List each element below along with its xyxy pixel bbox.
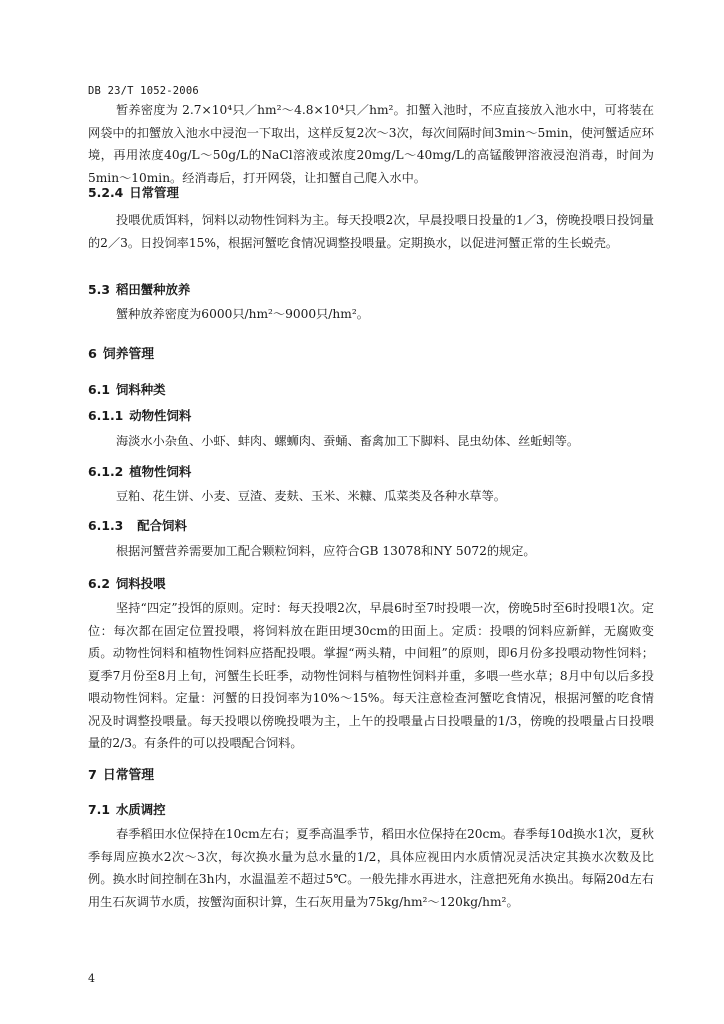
section-number: 6.1 [88,382,110,397]
heading-5-2-4 [88,183,179,201]
section-title: 稻田蟹种放养 [115,282,191,297]
heading-6-1 [88,380,166,398]
section-number: 5.2.4 [88,185,124,200]
heading-6-1-1 [88,406,191,424]
section-title: 水质调控 [115,802,166,817]
section-title: 饲料种类 [115,382,166,397]
section-number: 7 [88,768,97,783]
standard-code: DB 23/T 1052-2006 [88,85,199,97]
heading-7 [88,764,154,783]
section-number: 6.1.3 [88,518,124,533]
paragraph-5-3: 蟹种放养密度为6000只/hm²～9000只/hm²。 [116,307,369,321]
paragraph-5-2-4: 投喂优质饵料，饲料以动物性饲料为主。每天投喂2次，早晨投喂日投量的1／3，傍晚投喂日投饲量的2／3。日投饲率15%，根据河蟹吃食情况调整投喂量。定期换水，以促进河蟹正常的生长蜕壳。 [88,213,654,250]
section-title: 动物性饲料 [129,408,192,423]
paragraph-6-1-3: 根据河蟹营养需要加工配合颗粒饲料，应符合GB 13078和NY 5072的规定。 [116,544,536,558]
page-number: 4 [88,972,95,985]
section-title: 植物性饲料 [129,464,192,479]
section-title: 配合饲料 [137,518,187,533]
section-title: 饲养管理 [102,347,155,362]
section-title: 日常管理 [129,185,179,200]
heading-6-1-3 [88,516,187,534]
section-number: 6.2 [88,576,110,591]
paragraph-6-1-1: 海淡水小杂鱼、小虾、蚌肉、螺蛳肉、蚕蛹、畜禽加工下脚料、昆虫幼体、丝蚯蚓等。 [116,434,580,448]
section-number: 7.1 [88,802,110,817]
paragraph-6-2: 坚持“四定”投饵的原则。定时：每天投喂2次，早晨6时至7时投喂一次，傍晚5时至6时投喂1次。定位：每次都在固定位置投喂，将饲料放在距田埂30cm的田面上。定质：投喂的饲料应新鲜，无腐败变质。动物性饲料和植物性饲料应搭配投喂。掌握“两头精，中间粗”的原则，即6月份多投喂动物性饲料；夏季7月份至8月上旬，河蟹生长旺季，动物性饲料与植物性饲料并重，多喂一些水草；8月中旬以后多投喂动物性饲料。定量：河蟹的日投饲率为10%～15%。每天注意检查河蟹吃食情况，根据河蟹的吃食情况及时调整投喂量。每天投喂以傍晚投喂为主，上午的投喂量占日投喂量的1/3，傍晚的投喂量占日投喂量的2/3。有条件的可以投喂配合饲料。 [88,601,654,750]
heading-5-3 [88,280,190,298]
heading-7-1 [88,800,166,818]
section-title: 饲料投喂 [115,576,166,591]
section-number: 6.1.2 [88,464,124,479]
section-number: 5.3 [88,282,110,297]
paragraph-7-1: 春季稻田水位保持在10cm左右；夏季高温季节，稻田水位保持在20cm。春季每10d换水1次，夏秋季每周应换水2次～3次，每次换水量为总水量的1/2，具体应视田内水质情况灵活决定其换水次数及比例。换水时间控制在3h内，水温温差不超过5℃。一般先排水再进水，注意把死角水换出。每隔20d左右用生石灰调节水质，按蟹沟面积计算，生石灰用量为75kg/hm²～120kg/hm²。 [88,827,654,909]
heading-6 [88,343,154,362]
section-number: 6 [88,347,97,362]
intro-paragraph: 暂养密度为 2.7×10⁴只／hm²～4.8×10⁴只／hm²。扣蟹入池时，不应直接放入池水中，可将装在网袋中的扣蟹放入池水中浸泡一下取出，这样反复2次～3次，每次间隔时间3min～5min，使河蟹适应环境，再用浓度40g/L～50g/L的NaCl溶液或浓度20mg/L～40mg/L的高锰酸钾溶液浸泡消毒，时间为5min～10min。经消毒后，打开网袋，让扣蟹自己爬入水中。 [88,103,654,185]
paragraph-6-1-2: 豆粕、花生饼、小麦、豆渣、麦麸、玉米、米糠、瓜菜类及各种水草等。 [116,489,506,503]
section-number: 6.1.1 [88,408,124,423]
section-title: 日常管理 [102,768,155,783]
heading-6-1-2 [88,462,191,480]
heading-6-2 [88,574,166,592]
